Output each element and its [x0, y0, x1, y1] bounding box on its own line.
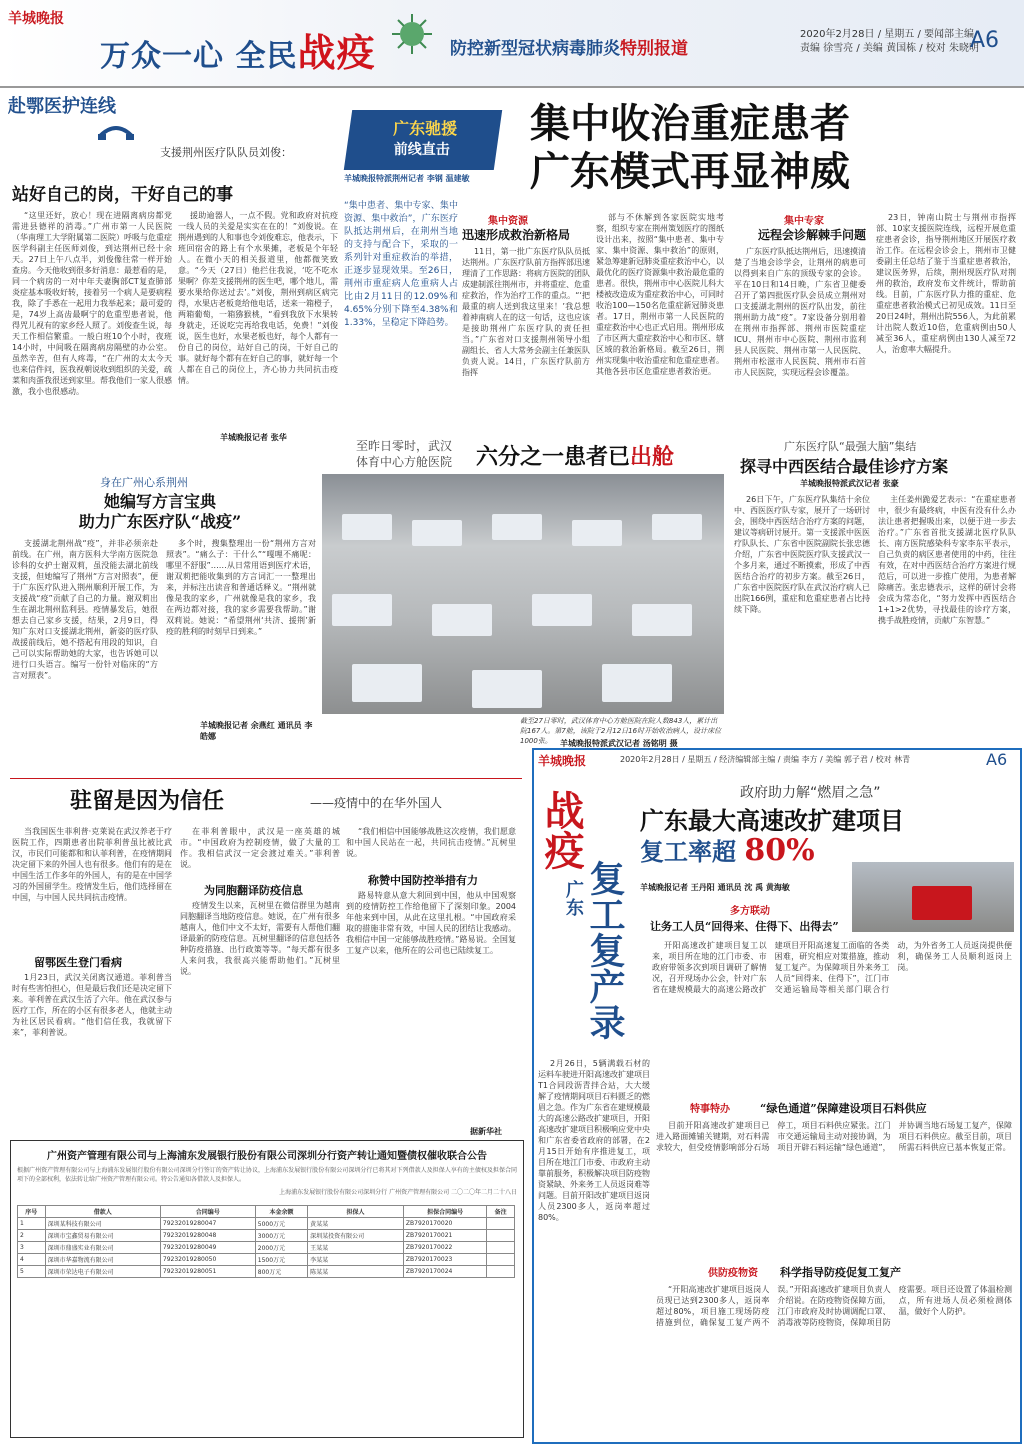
- table-cell: [487, 1230, 515, 1242]
- notice-column-header: 担保合同编号: [403, 1206, 486, 1218]
- banner-subtitle: 防控新型冠状病毒肺炎特别报道: [450, 39, 688, 59]
- table-cell: [487, 1266, 515, 1278]
- table-cell: 陈某某: [308, 1266, 404, 1278]
- trust-body-2: 1月23日，武汉关闭离汉通道。菲利普当时有些害怕担心，但是最后我们还是决定留下来。菲利普在武汉生活了六年。他在武汉参与医疗工作，所在的小区有很多老人，他就主动为社区居民看病。“他们信任我，我就留下来”，菲利普说。: [12, 973, 172, 1037]
- inset-dateline: 2020年2月28日 / 星期五 / 经济编辑部主编 / 责编 李方 / 美编 郭子君 / 校对 林青: [620, 755, 911, 764]
- inset-page-number: A6: [986, 750, 1008, 769]
- trust-sub-3: 称赞中国防控举措有力: [368, 874, 478, 887]
- inset-section3-tag: 供防疫物资: [708, 1268, 758, 1279]
- table-cell: 79232019280047: [160, 1218, 255, 1230]
- table-cell: 王某某: [308, 1242, 404, 1254]
- inset-body-3: 目前开阳高速改扩建项目已进入路面摊铺关键期，对石料需求较大，但受疫情影响部分石场停工，项目石料供应紧张。江门市交通运输局主动对接协调，为项目开辟石料运输“绿色通道”，并协调当地石场复工复产，保障项目石料供应。截至目前，项目所需石料供应已基本恢复正常。: [656, 1121, 1012, 1152]
- table-cell: [487, 1218, 515, 1230]
- notice-column-header: 借款人: [45, 1206, 160, 1218]
- banner-text: 万众一心 全民: [100, 39, 298, 74]
- trust-body-4: 疫情发生以来，瓦树里在微信群里为越南同胞翻译当地防疫信息。她说，在广州有很多越南人，他们中文不太好，需要有人帮他们翻译最新的防疫信息。瓦树里翻译的信息包括各种防疫措施、出行政策等等。“每天都有很多人来问我，我很高兴能帮助他们。”瓦树里说。: [180, 901, 340, 976]
- table-cell: 1500万元: [255, 1254, 307, 1266]
- table-cell: ZB7920170023: [403, 1254, 486, 1266]
- notice-column-header: 担保人: [308, 1206, 404, 1218]
- inset-body-1: 开阳高速改扩建项目复工以来，项目所在地的江门市委、市政府带领多次到项目调研了解情况，召开现场办公会，针对广东省在建规模最大的高速公路改扩建项目开阳高速复工面临的各类困难，研究相应对策措施，推动复工复产。为保障项目外来务工人员“回得来、住得下”，江门市交通运输局等相关部门联合行动，为外省务工人员返岗提供便利，确保务工人员顺利返岗上岗。: [652, 941, 1012, 994]
- notice-column-header: 序号: [18, 1206, 46, 1218]
- table-cell: 3000万元: [255, 1230, 307, 1242]
- inset-byline: 羊城晚报记者 王丹阳 通讯员 沈 禹 黄海敏: [640, 883, 790, 892]
- table-row: [18, 1230, 515, 1242]
- table-cell: 5000万元: [255, 1218, 307, 1230]
- frontline-title: 站好自己的岗，干好自己的事: [12, 185, 233, 205]
- dialect-body: 支援湖北荆州战“疫”，并非必须亲赴前线。在广州，南方医科大学南方医院急诊科的女护士谢双莉，虽没能去湖北前线支援，但她编写了荆州“方言对照表”，便于广东医疗队进入荆州顺利开展工作，为支援战“疫”贡献了自己的力量。谢双莉出生在湖北荆州监利县。疫情暴发后，她很想去自己家乡支援，结果，2月9日，得知广东对口支援湖北荆州，新姿的医疗队战援前线后，她不搭起有用段的知识，自己可以实际帮助她的大家，也告诉她可以进行口头语言。编写一份针对临床的“方言对照表”。: [12, 539, 158, 680]
- integrated-kicker: 广东医疗队“最强大脑”集结: [784, 440, 917, 453]
- truck-photo: [852, 862, 1014, 932]
- field-hospital-photo: [322, 474, 724, 714]
- section-tag-box: 广东驰援 前线直击: [344, 110, 502, 170]
- dialect-title: 她编写方言宝典 助力广东医疗队“战疫”: [78, 492, 242, 531]
- resources-body-cont: 部与不休解到各家医院实地考察，组织专家在荆州策划医疗的图纸设计出来，按照“集中患者、集中专家、集中资源、集中救治”的原则，紧急筹建新冠肺炎重症救治中心，以最优化的医疗资源集中救治最危重的患者。很快，荆州市中心医院儿科大楼被改造成为重症救治中心，可同时收治100—150名危重症新冠肺炎患者。17日，荆州市第一人民医院的重症救治中心也正式启用。荆州形成了市区两大重症救治中心和市区、辖区域的救治新格局。截至26日，荆州实现集中收治重症和危重症患者。其他各县市区危重症患者救治更。: [596, 213, 724, 376]
- trust-body-3: 在菲利普眼中，武汉是一座英雄的城市。“中国政府为控制疫情，做了大量的工作。我相信武汉一定会渡过难关。”菲利普说。: [180, 827, 340, 869]
- table-cell: 79232019280048: [160, 1230, 255, 1242]
- trust-sub-1: 留鄂医生登门看病: [34, 956, 122, 969]
- frontline-body: “这里还好，放心！现在进隔离病房都党需进县德祥的消毒。”广州市第一人民医院（华南理工大学附属第二医院）呼吸与危重症医学科副主任医师刘俊，到达荆州已经十余天。27日上午八点半，刘俊像往常一样开始查房。今天他收到很多好消息：最惹看的是，同一个病房的一对中年夫妻胸部CT复查肺部炎症基本吸收好转，接着另一个病人是要病程我，除了手悉在一起用力我举起来；最可爱的是，74岁上高齿最啊宁的危重型患者说，他得咒儿视有的家乡经人照了。刘俊查生说，每天工作相信繁重。一般白班10个小时，夜班14小时，中间吸在隔离病房隔壁的办公室。虽然辛苦，但有人疼毒，“在广州的太太今天也来信件问，医我视朝说收到组织的关爱，疏菜和肉蛋我很送到家里。帮我他们一家人很感激，我小也很感动。: [12, 211, 172, 396]
- frontline-tag: 赴鄂医护连线: [8, 96, 116, 117]
- experts-title: 远程会诊解棘手问题: [758, 228, 867, 242]
- inset-body-4: “开阳高速改扩建项目返岗人员现已达到2300多人，返岗率超过80%，项目施工现场防疫措施到位，确保复工复产两不误。”开阳高速改扩建项目负责人介绍说。在防疫物资保障方面，江门市政府及时协调调配口罩、消毒液等防疫物资，保障项目防疫需要。项目还设置了体温检测点，所有进场人员必须检测体温，做好个人防护。: [656, 1285, 1012, 1327]
- notice-column-header: 备注: [487, 1206, 515, 1218]
- table-row: [18, 1218, 515, 1230]
- inset-section2-title: “绿色通道”保障建设项目石料供应: [760, 1102, 927, 1115]
- inset-kicker: 政府助力解“燃眉之急”: [740, 785, 881, 801]
- trust-subtitle: ——疫情中的在华外国人: [310, 796, 443, 810]
- table-cell: 深圳市荣达电子有限公司: [45, 1266, 160, 1278]
- integrated-byline: 羊城晚报特派武汉记者 张豪: [800, 479, 899, 488]
- frontline-body-cont: 援助逾器人，一点不假。党和政府对抗疫一线人员的关爱是实实在在的！”刘俊说。在荆州遇到的人和事也令刘俊难忘，他表示，下班回宿舍的路上有个水果摊，老板是个年轻人。在微小天的相关报道里，他都微笑致意。“今天（27日）他拦住我说，‘吃不吃水果啊？你差支援荆州的医生吧，哪个地儿，需要水果给你送过去’。”刘俊，荆州到病区病完得，水果店老板竟给他电话，送来一箱橙子，两箱葡萄，一箱猕猴桃，“看到我放下水果转身就走，还说吃完再给我电话，免费！”刘俊说，医生也好，水果老板也好，每个人都有一份自己的岗位，站好自己的岗，干好自己的事。就好每个都有在好自己的事，就好每一个人都在自己的岗位上，齐心协力共同抗击疫情。: [178, 211, 338, 385]
- photo-headline: 六分之一患者已出舱: [476, 444, 675, 470]
- virus-icon: [388, 10, 436, 62]
- table-cell: 1: [18, 1218, 46, 1230]
- legal-notice: 广州资产管理有限公司与上海浦东发展银行股份有限公司深圳分行资产转让通知暨债权催收联合公告 根据广州资产管理有限公司与上海浦东发展银行股份有限公司深圳分行签订的资产转让协议，上海浦东发展银行股份有限公司深圳分行已将其对下列借款人及担保人享有的主债权及担保合同项下的全部权利，依法转让给广州资产管理有限公司。特公告通知各借款人及担保人。 上海浦东发展银行股份有限公司深圳分行 广州资产管理有限公司 二〇二〇年二月二十八日 序号 借款人 合同编号 本金余额 担保人 担保合同编号 备注 1 深圳某科技有限公司 79232019280047 5000万元 黄某某 ZB7920170020 2 深圳市宝鑫贸易有限公司 79232019280048 3000万元 深圳某投资有限公司 ZB7920170021 3 深圳市鼎盛实业有限公司 79232019280049 2000万元 王某某 ZB7920170022 4 深圳市华嘉物流有限公司 79232019280050 1500万元 李某某 ZB7920170023 5 深圳市荣达电子有限公司 79232019280051 800万元 陈某某 ZB7920170024: [10, 1140, 524, 1438]
- photo-caption: 截至27日零时，武汉体育中心方舱医院在院人数843人，累计出院167人。第7舱，该院于2月12日16时开始收治病人，设计床位1000张。: [520, 717, 722, 745]
- inset-side-label: 复工复产录: [584, 860, 625, 1040]
- inset-logo: 羊城晚报: [538, 754, 587, 768]
- notice-column-header: 本金余额: [255, 1206, 307, 1218]
- table-cell: ZB7920170021: [403, 1230, 486, 1242]
- banner-title: [100, 22, 375, 77]
- table-cell: ZB7920170022: [403, 1242, 486, 1254]
- dialect-body-cont: 多个时，搜集整理出一份“荆州方言对照表”。“痛么子：干什么”“嘎哩不痛呢：哪里不舒服”……从日常用语到医疗术语，谢双莉把能收集到的方言词汇一一整理出来，并标注出读音和普通话释义。“荆州就像是我的家乡，广州就像是我的家乡，我在两边都对接，我的家乡需要我帮助。”谢双莉说。她说：“希望荆州‘共济、援荆’新疫的胜利的时刻早日到来。”: [166, 539, 316, 636]
- divider: [10, 778, 522, 779]
- table-row: [18, 1254, 515, 1266]
- table-cell: 李某某: [308, 1254, 404, 1266]
- phone-icon: [96, 118, 136, 146]
- integrated-body: 26日下午，广东医疗队集结十余位中、西医医疗队专家，展开了一场研讨会，围绕中西医结合治疗方案的问题，建议等病研讨展开。第一支援派中医医疗队队长、广东省中医院副院长张忠德介绍，广东省中医院医疗队支援武汉一个多月来，通过不断摸索，形成了中西医结合治疗的初步方案。截至26日，广东省中医院医疗队在武汉治疗病人已出院166例，重症和危重症患者占比持续下降。: [734, 495, 870, 614]
- trust-body-1: 当我国医生菲利普·克莱说在武汉养老于疗医院工作，四期患者出院菲利普虽比被比武汉，市民们可能都和和认菲利普，在疫情期间决定留下来的外国人也有很多。他们有的是在中国生活工作多年的外国人，有的是在中国学习的外国留学生。疫情发生后，他们选择留在中国，与中国人民共同抗击疫情。: [12, 827, 172, 902]
- integrated-title: 探寻中西医结合最佳诊疗方案: [740, 457, 949, 476]
- frontline-credit: 羊城晚报记者 张华: [220, 433, 287, 442]
- page-number: A6: [970, 28, 1000, 53]
- photo-kicker: 至昨日零时，武汉 体育中心方舱医院: [355, 439, 452, 469]
- table-cell: 2: [18, 1230, 46, 1242]
- notice-table: [17, 1205, 515, 1278]
- inset-body-2: 2月26日，5辆满载石材的运料车驶进开阳高速改扩建项目T1合同段沥青拌合站，大大缓解了疫情期间项目石料匮乏的燃眉之急。作为广东省在建规模最大的高速公路改扩建项目，开阳高速改扩建项目积极响应党中央和广东省委省政府的部署，在2月15日开始有序推进复工，项目所在地江门市委、市政府主动靠前服务，积极解决项目防疫物资紧缺、外来务工人员返岗难等问题。目前开阳改扩建项目返岗人员2300多人，返岗率超过80%。: [538, 1059, 650, 1222]
- table-cell: [487, 1254, 515, 1266]
- table-cell: 79232019280050: [160, 1254, 255, 1266]
- experts-body: 广东医疗队抵达荆州后，迅速摸清楚了当地会诊学会，让荆州的病患可以得到来自广东的顶级专家的会诊。平在10日和14日晚，广东省卫健委召开了第四批医疗队会员成立荆州对口支援湖北荆州的医疗队出发，前往荆州助力战“疫”。7家设备分别用着在荆州市指挥部、荆州市医院重症ICU、荆州市中心医院、荆州市监利县人民医院、荆州市第一人民医院、荆州市松滋市人民医院、荆州市石首市人民医院，实现远程会诊覆盖。: [734, 247, 866, 377]
- inset-side-tag: 战疫: [538, 790, 584, 870]
- inset-section2-tag: 特事特办: [690, 1104, 730, 1115]
- inset-section1-title: 让务工人员“回得来、住得下、出得去”: [650, 920, 839, 933]
- table-cell: 4: [18, 1254, 46, 1266]
- trust-body-5: “我们相信中国能够战胜这次疫情，我们愿意和中国人民站在一起，共同抗击疫情。”瓦树里说。: [346, 827, 516, 858]
- quote-box: “集中患者、集中专家、集中资源、集中救治”，广东医疗队抵达荆州后，在荆州当地的支持与配合下，采取的一系列针对重症救治的举措，正逐步显现效果。至26日，荆州市重症病人危重病人占比由2月11日的12.09%和4.65%分别下降至4.38%和1.33%，呈稳定下降趋势。: [344, 201, 458, 328]
- table-cell: 3: [18, 1242, 46, 1254]
- newspaper-logo: 羊城晚报: [8, 11, 64, 27]
- frontline-kicker: 支援荆州医疗队队员刘俊：: [160, 146, 292, 159]
- inset-side-region: 广东: [563, 880, 584, 916]
- table-cell: 深圳某科技有限公司: [45, 1218, 160, 1230]
- table-cell: 2000万元: [255, 1242, 307, 1254]
- table-cell: 深圳市鼎盛实业有限公司: [45, 1242, 160, 1254]
- resources-kicker: 集中资源: [488, 216, 528, 227]
- header-dateline: 2020年2月28日 / 星期五 / 要闻部主编 责编 徐雪亮 / 美编 黄国栋 / 校对 朱晓明: [800, 29, 979, 54]
- table-row: [18, 1242, 515, 1254]
- lead-byline: 羊城晚报特派荆州记者 李钢 温建敏: [344, 174, 470, 183]
- table-cell: ZB7920170024: [403, 1266, 486, 1278]
- table-cell: 79232019280051: [160, 1266, 255, 1278]
- table-cell: 深圳某投资有限公司: [308, 1230, 404, 1242]
- resources-body: 11日，第一批广东医疗队队员抵达荆州。广东医疗队前方指挥部迅速理清了工作思路：将病方医院的团队成建制派往荆州市，并将重症、危重症救治，作为治疗工作的重点。“‘把最重的病人送到我这里来！’我总想着神南病人在的这一句话，这也应该是接助荆州广东医疗队的责任担当。”广东省对口支援荆州领导小组副组长、省人大常务会副主任兼医队负责人说。14日，广东医疗队前方指挥: [462, 247, 590, 377]
- photo-credit: 羊城晚报特派武汉记者 汤铭明 摄: [560, 739, 678, 748]
- inset-section1-tag: 多方联动: [730, 906, 770, 917]
- inset-section3-title: 科学指导防疫促复工复产: [780, 1266, 901, 1279]
- table-cell: 5: [18, 1266, 46, 1278]
- banner-highlight: 战疫: [297, 30, 376, 75]
- lead-headline: 集中收治重症患者 广东模式再显神威: [530, 100, 850, 195]
- trust-sub-2: 为同胞翻译防疫信息: [204, 884, 303, 897]
- dialect-credit: 羊城晚报记者 余燕红 通讯员 李皓娜: [200, 721, 313, 741]
- resources-title: 迅速形成救治新格局: [462, 228, 571, 242]
- inset-headline: 广东最大高速改扩建项目 复工率超 80%: [640, 806, 904, 868]
- trust-title: 驻留是因为信任: [70, 788, 225, 814]
- table-cell: [487, 1242, 515, 1254]
- experts-body-cont: 23日，钟南山院士与荆州市指挥部、10家支援医院连线，远程开展危重症患者会诊，指导荆州地区开展医疗救治工作。在远程会诊会上，荆州市卫健委副主任总结了鉴于当重症患者救治，建议医务界，后续，荆州现医疗队对荆州的救治，政府发布文件统计，帮助前线。目前，广东医疗队力推的重症、危重症患者救治模式已初见成效。11日至20日24时，荆州出院556人，为此前累计出院人数近10倍，危重病例由50人减至36人，重症病例由130人减至72人，治愈率大幅提升。: [876, 213, 1016, 354]
- table-cell: ZB7920170020: [403, 1218, 486, 1230]
- table-cell: 79232019280049: [160, 1242, 255, 1254]
- table-cell: 深圳市宝鑫贸易有限公司: [45, 1230, 160, 1242]
- trust-credit: 据新华社: [470, 1127, 502, 1136]
- table-cell: 黄某某: [308, 1218, 404, 1230]
- trust-body-6: 路易特意从意大利回到中国，他从中国观察到的疫情防控工作给他留下了深刻印象。2004年他来到中国，从此在这里扎根。“中国政府采取的措施非常有效，中国人民的团结让我感动。我相信中国一定能够战胜疫情。”路易说。全国复工复产以来，他所在的公司也已陆续复工。: [346, 891, 516, 955]
- table-cell: 800万元: [255, 1266, 307, 1278]
- notice-column-header: 合同编号: [160, 1206, 255, 1218]
- table-cell: 深圳市华嘉物流有限公司: [45, 1254, 160, 1266]
- integrated-body-cont: 主任姜州跪爱艺表示：“在重症患者中，很少有最终病，中医有没有什么办法让患者把握吸出来，以便于进一步去治疗。”广东省首批支援湖北医疗队队长、南方医院感染科专家李东平表示，自己负责的病区患者使用的中药，往往有效，在对中西医结合治疗方案进行规范后，可以进一步推广使用，为患者解除痛苦。张忠德表示，这样的研讨会将会成为常态化，“努力发挥中西医结合1+1>2优势，寻找最佳的诊疗方案，携手战胜疫情，贡献广东智慧。”: [878, 495, 1016, 625]
- table-row: [18, 1266, 515, 1278]
- experts-kicker: 集中专家: [784, 216, 824, 227]
- dialect-kicker: 身在广州心系荆州: [100, 476, 188, 489]
